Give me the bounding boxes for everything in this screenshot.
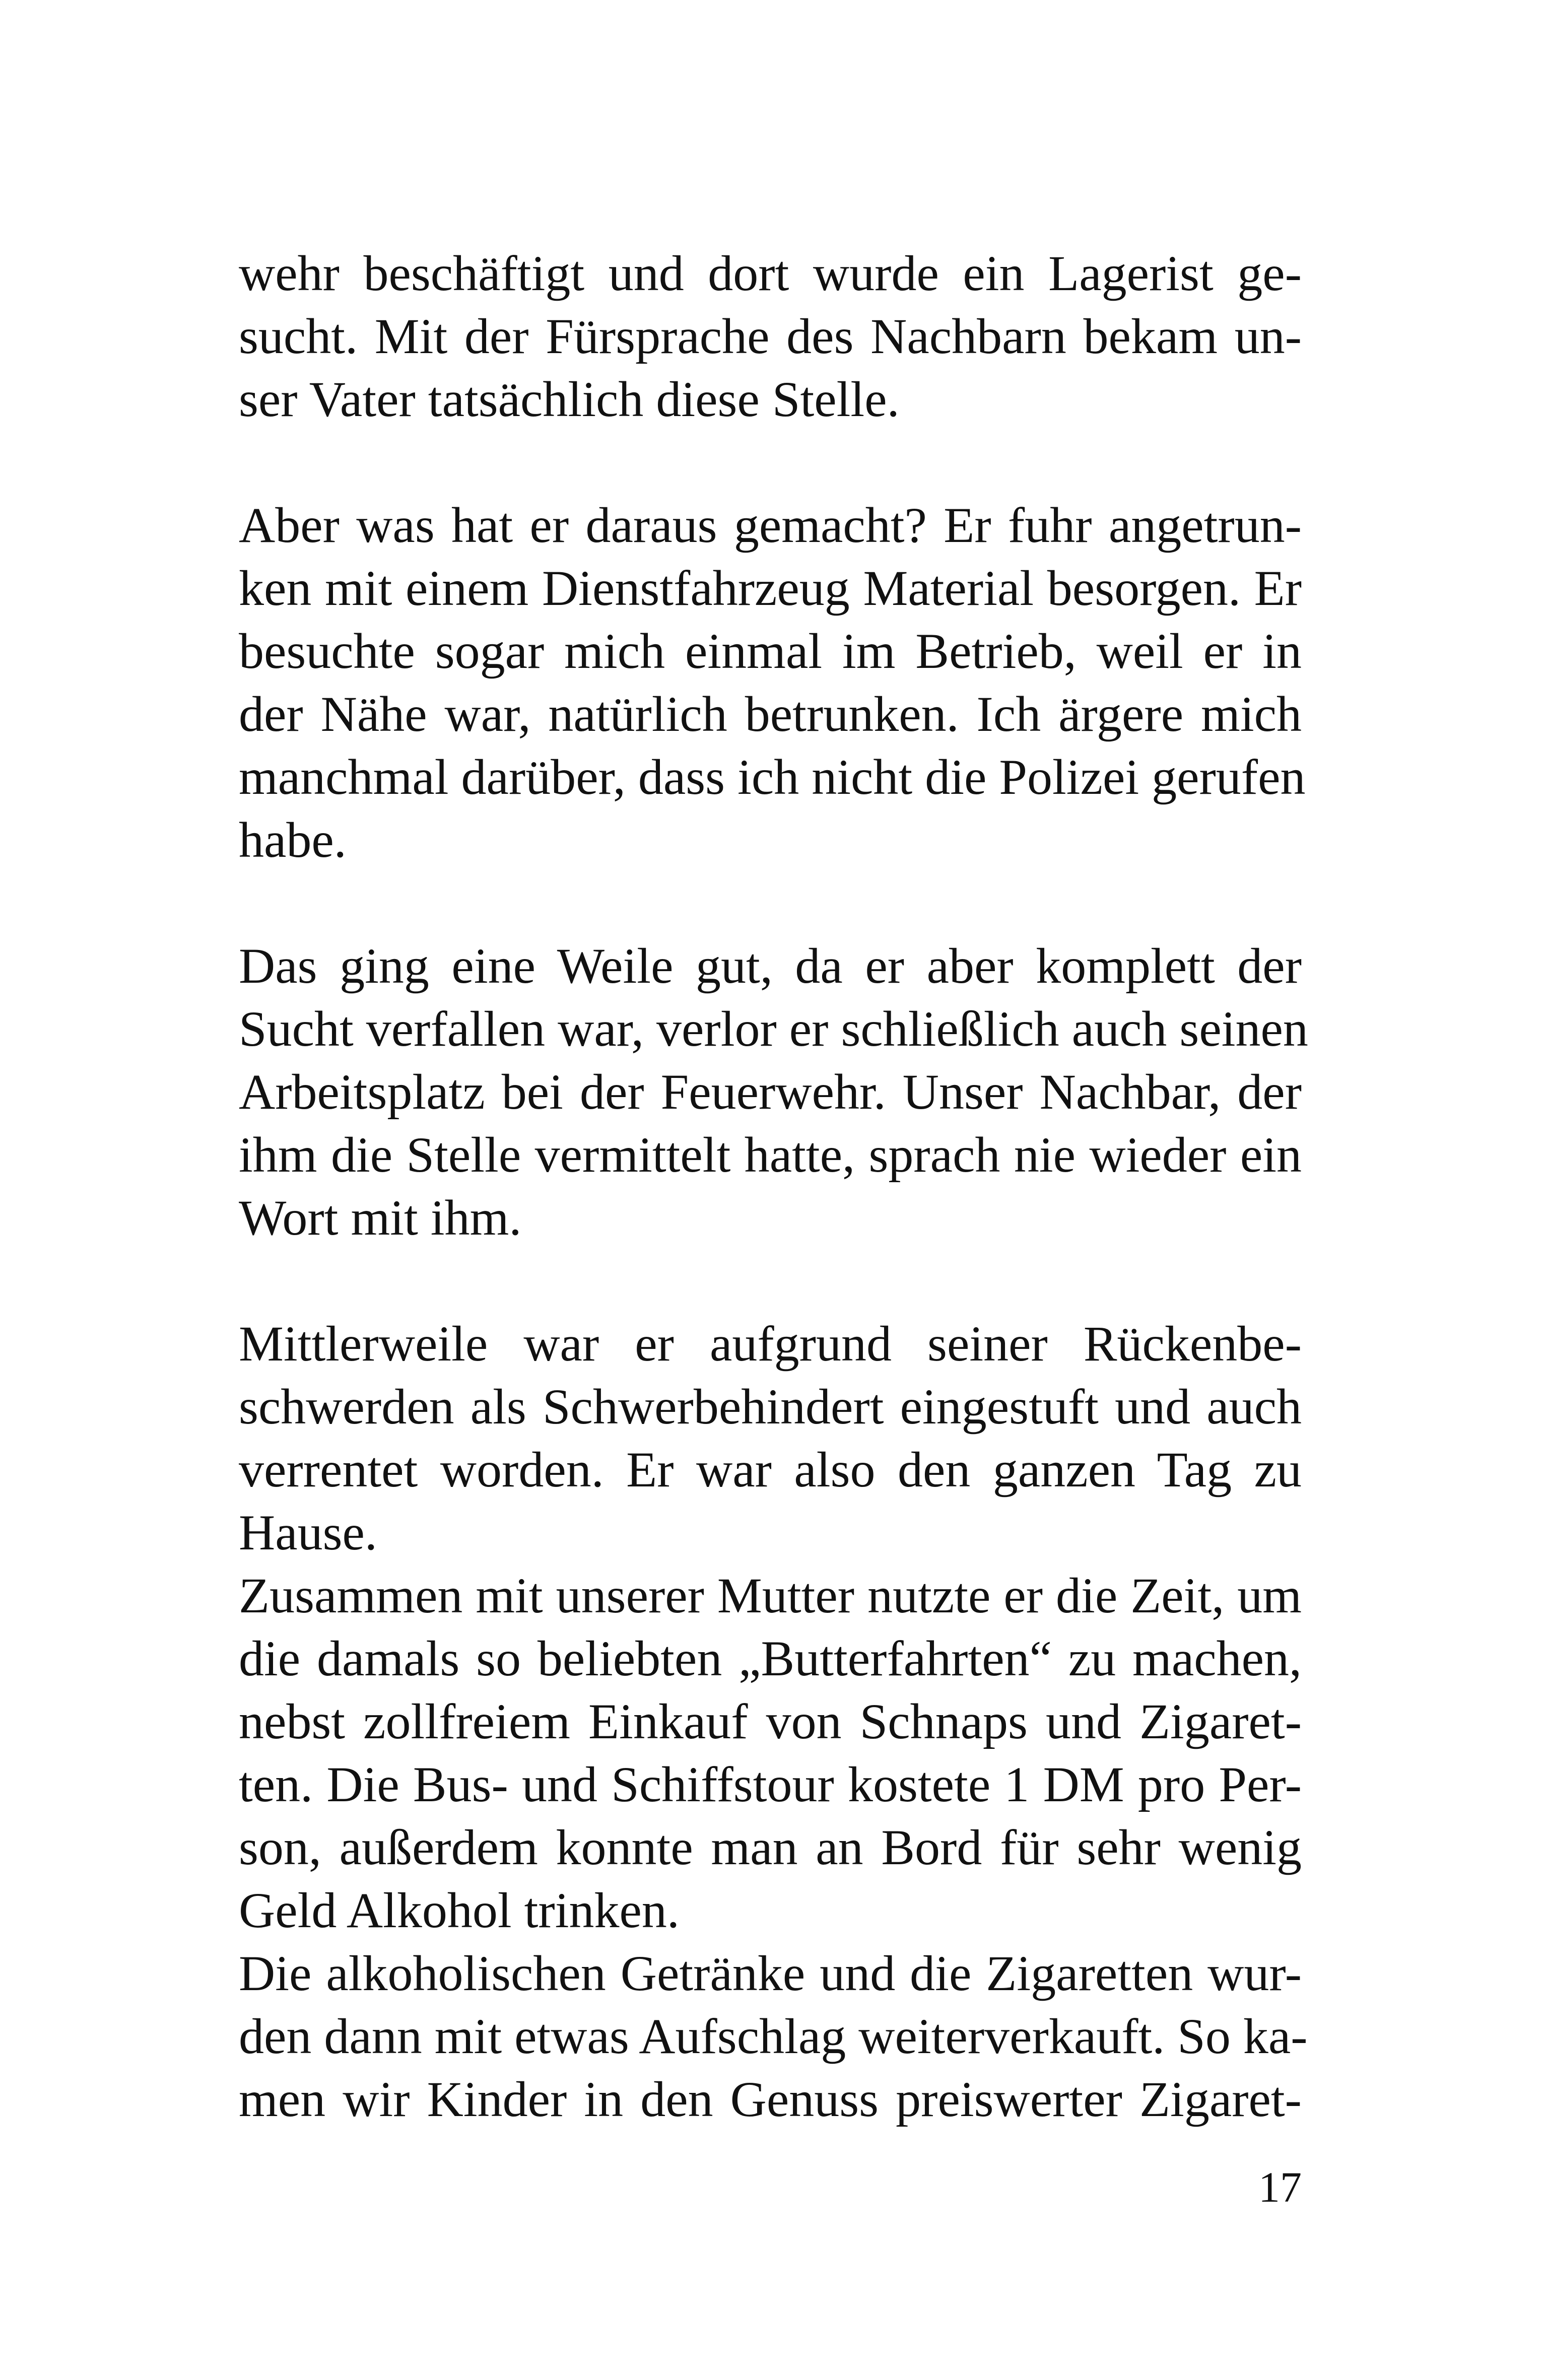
text-line: son, außerdem konnte man an Bord für sehr wenig	[239, 1819, 1302, 1875]
text-line: men wir Kinder in den Genuss preiswerter Zigaret-	[239, 2071, 1302, 2127]
text-line: den dann mit etwas Aufschlag weiterverkauft. So ka-	[239, 2008, 1308, 2064]
text-line: schwerden als Schwerbehindert eingestuft und auch	[239, 1379, 1302, 1435]
text-line: verrentet worden. Er war also den ganzen Tag zu	[239, 1442, 1302, 1498]
paragraph-2	[239, 494, 1306, 871]
text-line: ser Vater tatsächlich diese Stelle.	[239, 371, 900, 427]
text-line: die damals so beliebten „Butterfahrten“ zu machen,	[239, 1630, 1302, 1686]
text-line: sucht. Mit der Fürsprache des Nachbarn bekam un-	[239, 308, 1302, 364]
text-line: ihm die Stelle vermittelt hatte, sprach nie wieder ein	[239, 1127, 1302, 1183]
text-line: Das ging eine Weile gut, da er aber komplett der	[239, 938, 1302, 994]
text-line: Wort mit ihm.	[239, 1190, 522, 1246]
text-line: wehr beschäftigt und dort wurde ein Lagerist ge-	[239, 245, 1302, 301]
text-line: manchmal darüber, dass ich nicht die Polizei gerufen	[239, 749, 1306, 805]
text-line: Aber was hat er daraus gemacht? Er fuhr angetrun-	[239, 497, 1302, 553]
text-line: Hause.	[239, 1505, 377, 1560]
text-line: Mittlerweile war er aufgrund seiner Rückenbe-	[239, 1316, 1302, 1372]
text-line: Die alkoholischen Getränke und die Zigaretten wur-	[239, 1945, 1302, 2001]
text-line: nebst zollfreiem Einkauf von Schnaps und Zigaret-	[239, 1693, 1302, 1749]
paragraph-3	[239, 934, 1308, 1249]
text-line: habe.	[239, 812, 347, 868]
paragraph-4	[239, 1312, 1308, 2131]
page-number: 17	[1258, 2163, 1302, 2211]
text-line: Sucht verfallen war, verlor er schließlich auch seinen	[239, 1001, 1308, 1057]
paragraph-1	[239, 242, 1302, 431]
text-line: ten. Die Bus- und Schiffstour kostete 1 DM pro Per-	[239, 1756, 1302, 1812]
text-line: der Nähe war, natürlich betrunken. Ich ärgere mich	[239, 686, 1302, 742]
text-line: ken mit einem Dienstfahrzeug Material besorgen. Er	[239, 560, 1302, 616]
text-line: Geld Alkohol trinken.	[239, 1882, 680, 1938]
text-line: Arbeitsplatz bei der Feuerwehr. Unser Nachbar, der	[239, 1064, 1302, 1120]
text-line: besuchte sogar mich einmal im Betrieb, weil er in	[239, 623, 1302, 679]
text-line: Zusammen mit unserer Mutter nutzte er die Zeit, um	[239, 1568, 1302, 1623]
